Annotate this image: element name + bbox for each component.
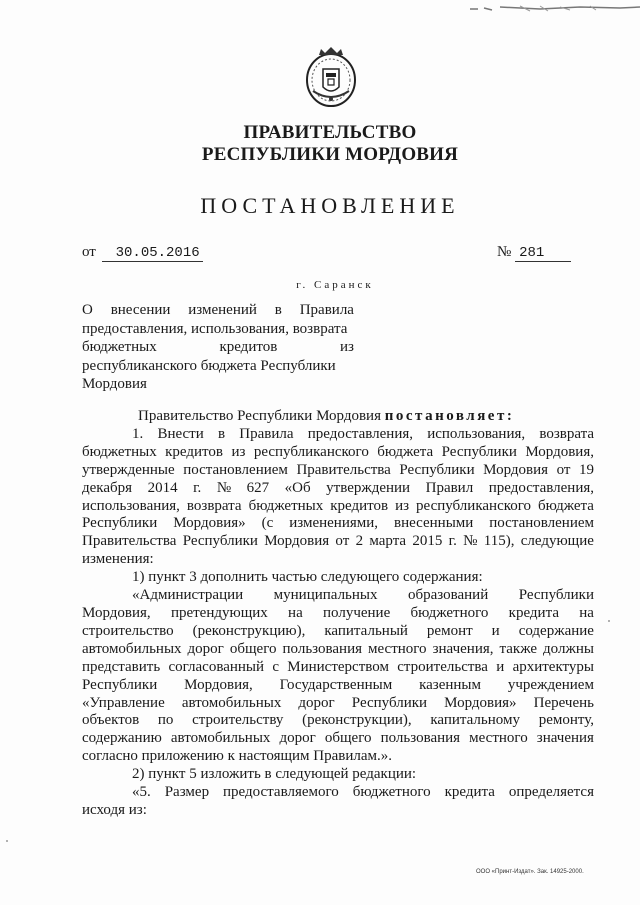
word: от [335,533,350,550]
word: Мордовия [483,461,549,478]
word: 627 [246,479,270,496]
word: от [556,461,571,478]
word: Министерством [287,658,389,675]
word: «Об [284,479,311,496]
word: утверждении [326,479,411,496]
word: дорог [279,730,316,747]
body-line [82,533,594,551]
body-line [82,730,594,748]
printer-imprint: ООО «Принт-Издат». Зак. 14925-2000. [476,869,584,875]
word: казенным [419,676,482,693]
word: 2015 [412,533,443,550]
subject-line: республиканского бюджета Республики [82,357,336,374]
document-subject [82,301,354,394]
word: должны [543,640,594,657]
word: автомобильных [82,640,182,657]
body-line: изменения: [82,551,154,568]
word: 2 [355,533,364,550]
item-1: 1) пункт 3 дополнить частью следующего содержания: [132,569,483,586]
word: кредитов [165,443,223,460]
word: учреждением [507,676,594,693]
government-title-line2: РЕСПУБЛИКИ МОРДОВИЯ [201,144,459,165]
word: получение [323,604,391,621]
word: представить [82,658,161,675]
word: «Администрации [132,587,244,604]
decree-word: постановляет: [384,408,515,424]
word: Республики [82,515,158,532]
word: общего [229,640,277,657]
word: значения [536,730,594,747]
word: содержание [518,622,594,639]
body-line [82,712,594,730]
word: предоставления, [488,479,594,496]
word: архитектуры [512,658,594,675]
document-number [497,244,571,262]
scan-noise-mark [470,4,640,12]
city-label: г. Саранск [296,279,374,291]
word: пользования [380,730,461,747]
word: из [231,443,246,460]
government-title-line1: ПРАВИТЕЛЬСТВО [243,122,417,143]
word: согласованный [168,658,265,675]
word: внесенными [394,515,474,532]
word: Республики [351,694,428,711]
word: утвержденные [82,461,175,478]
word: следующие [520,533,594,550]
word: бюджетного [410,604,489,621]
word: бюджетных [82,443,157,460]
body-line [82,515,594,533]
word: г. [448,533,457,550]
word: общего [324,730,372,747]
word: марта [369,533,407,550]
word: по [157,712,174,729]
word: строительства [397,658,488,675]
word: пользования [282,640,362,657]
word: кредитов [330,497,389,514]
date-value: 30.05.2016 [102,245,203,262]
paragraph-1 [82,426,594,569]
number-value: 281 [515,245,571,262]
word: 1. [132,425,144,442]
word: Республики [441,443,517,460]
word: кредита [508,604,559,621]
word: дорог [298,694,335,711]
word: на [288,604,303,621]
word: Мордовия, [525,443,594,460]
word: Размер [164,784,210,801]
word: 19 [579,461,594,478]
word: возврата [539,425,594,442]
document-body [82,408,594,820]
intro-paragraph: Правительство Республики Мордовия постановляет: [138,408,515,424]
word: предоставления, [307,425,413,442]
word: Правила [239,425,294,442]
word: № [463,533,478,550]
body-line [82,444,594,462]
word: (с [261,515,274,532]
word: Республики [182,533,258,550]
word: автомобильных [181,694,282,711]
word: постановлением [183,461,288,478]
scan-speck [608,620,610,622]
subject-line: О внесении изменений в Правила [82,302,354,318]
word: ремонт [426,622,473,639]
word: республиканского [253,443,369,460]
word: постановлением [489,515,594,532]
scan-speck [6,840,8,842]
word: муниципальных [273,587,378,604]
word: Внести [157,425,204,442]
word: возврата [186,497,242,514]
body-line [82,659,594,677]
item-2: 2) пункт 5 изложить в следующей редакции: [132,766,417,783]
date-prefix: от [82,244,96,260]
subject-line: бюджетных кредитов из [82,339,354,355]
word: бюджетного [352,784,431,801]
word: бюджета [377,443,434,460]
word: на [579,604,594,621]
word: местного [368,640,427,657]
word: с [272,658,279,675]
subject-line: предоставления, использования, возврата [82,320,348,337]
word: Мордовия, [82,604,151,621]
body-line [82,623,594,641]
word: Мордовия» [444,694,517,711]
document-type-title: ПОСТАНОВЛЕНИЕ [200,193,460,218]
word: ремонту, [538,712,594,729]
word: претендующих [170,604,268,621]
body-line [82,480,594,498]
word: «5. [132,784,151,801]
word: автомобильных [170,730,271,747]
word: строительству [192,712,284,729]
word: использования, [82,497,180,514]
word: предоставляемого [223,784,339,801]
body-line [82,784,594,802]
word: Мордовия» [173,515,246,532]
word: 2014 [147,479,178,496]
word: декабря [82,479,133,496]
word: Перечень [533,694,594,711]
word: бюджетных [248,497,324,514]
word: Правил [425,479,474,496]
word: строительство [82,622,174,639]
word: г. [193,479,202,496]
number-prefix: № [497,244,512,260]
body-line [82,695,594,713]
word: содержанию [82,730,162,747]
word: Республики [82,676,158,693]
quote-1 [82,587,594,766]
word: и [496,658,505,675]
word: и [491,622,500,639]
word: дорог [187,640,224,657]
body-line [82,641,594,659]
body-line [82,462,594,480]
body-line: согласно приложению к настоящим Правилам.». [82,748,393,765]
word: Республики [518,587,594,604]
word: Правительства [296,461,391,478]
word: Правительства [82,533,177,550]
word: Республики [399,461,475,478]
body-line [82,605,594,623]
body-line [82,498,594,516]
subject-line: Мордовия [82,376,147,392]
word: также [499,640,538,657]
body-line [82,426,594,444]
word: изменениями, [289,515,379,532]
word: капитальному [430,712,520,729]
word: Государственным [279,676,393,693]
coat-of-arms-emblem [303,47,359,109]
body-line: исходя из: [82,801,147,818]
word: в [217,425,226,442]
word: № [216,479,232,496]
word: (реконструкцию), [192,622,306,639]
word: значения, [432,640,494,657]
word: 115), [483,533,515,550]
word: капитальный [324,622,408,639]
word: «Управление [82,694,165,711]
word: бюджета [538,497,594,514]
word: объектов [82,712,140,729]
word: кредита [444,784,495,801]
word: образований [407,587,489,604]
body-line [82,587,594,605]
word: республиканского [416,497,532,514]
document-date [82,244,203,262]
body-line [82,677,594,695]
word: Мордовия, [184,676,253,693]
word: Мордовия [264,533,330,550]
word: определяется [508,784,594,801]
word: из [395,497,410,514]
word: (реконструкции), [302,712,412,729]
quote-2 [82,784,594,820]
word: использования, [427,425,526,442]
word: местного [469,730,528,747]
